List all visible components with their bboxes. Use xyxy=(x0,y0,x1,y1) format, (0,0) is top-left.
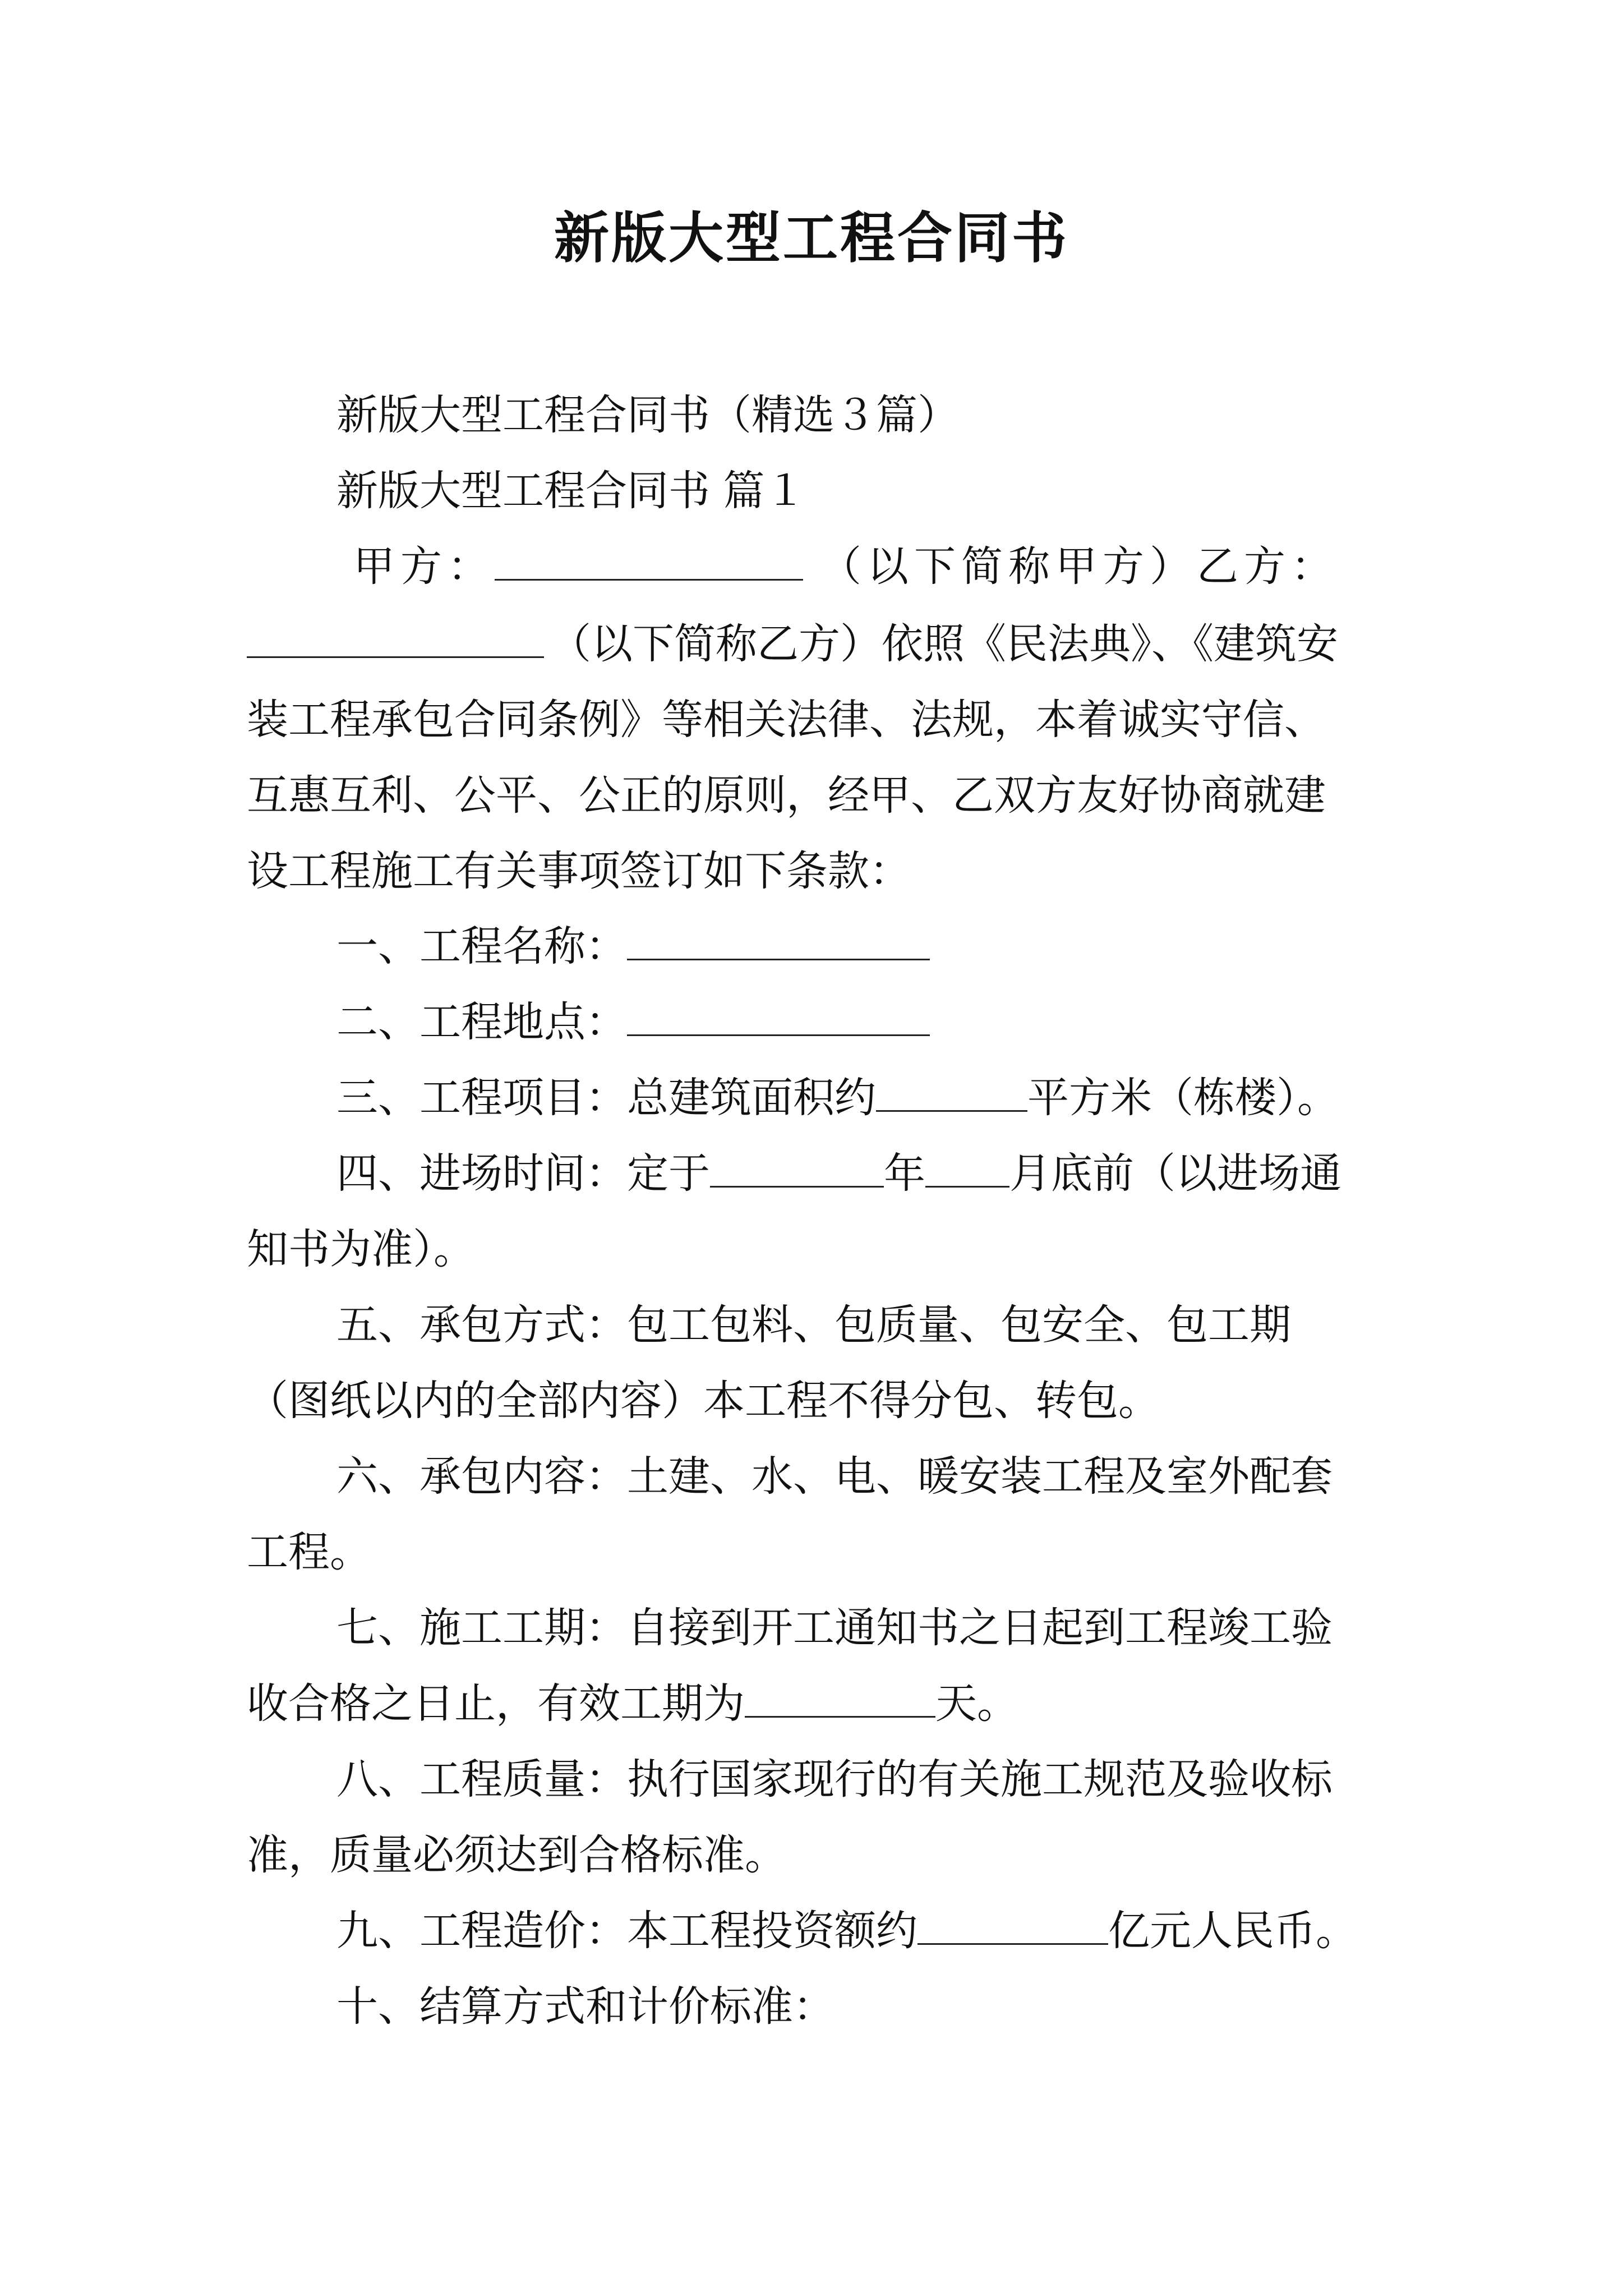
intro-line-2 xyxy=(247,616,1380,672)
clause-6-line-2: 工程。 xyxy=(247,1528,371,1576)
clause-2 xyxy=(336,994,1380,1050)
clause-5: 五、承包方式：包工包料、包质量、包安全、包工期 xyxy=(336,1301,1291,1349)
intro-line-3: 装工程承包合同条例》等相关法律、法规，本着诚实守信、 xyxy=(247,696,1326,744)
year-label: 年 xyxy=(884,1149,925,1198)
party-a-blank xyxy=(495,541,803,581)
clause-4 xyxy=(336,1145,1380,1202)
clause-3 xyxy=(336,1070,1380,1126)
clause-4-line-2: 知书为准）。 xyxy=(247,1225,475,1273)
intro-line-5: 设工程施工有关事项签订如下条款： xyxy=(247,847,911,895)
year-blank xyxy=(710,1148,884,1188)
clause-6: 六、承包内容：土建、水、电、暖安装工程及室外配套 xyxy=(336,1452,1332,1501)
clause-9 xyxy=(336,1903,1380,1959)
party-b-label: （以下简称甲方）乙方： xyxy=(820,542,1338,591)
project-name-blank xyxy=(627,921,930,960)
clause-10: 十、结算方式和计价标准： xyxy=(336,1982,834,2031)
party-a-label: 甲方： xyxy=(353,542,495,591)
project-location-blank xyxy=(627,996,930,1036)
duration-blank xyxy=(745,1678,935,1718)
clause-1 xyxy=(336,918,1380,974)
clause-9-text: 九、工程造价：本工程投资额约 xyxy=(336,1907,917,1955)
clause-7-text: 收合格之日止，有效工期为 xyxy=(247,1680,745,1728)
party-line xyxy=(353,539,1380,595)
clause-1-text: 一、工程名称： xyxy=(336,922,627,970)
clause-4-text-end: 月底前（以进场通 xyxy=(1009,1149,1341,1198)
party-b-blank xyxy=(247,618,544,658)
section-heading: 新版大型工程合同书 篇１ xyxy=(336,467,806,515)
document-title: 新版大型工程合同书 xyxy=(554,206,1069,270)
clause-5-line-2: （图纸以内的全部内容）本工程不得分包、转包。 xyxy=(247,1377,1160,1425)
month-blank xyxy=(925,1148,1009,1188)
clause-9-text-end: 亿元人民币。 xyxy=(1108,1907,1357,1955)
clause-3-text-end: 平方米（栋楼）。 xyxy=(1027,1074,1339,1122)
subtitle: 新版大型工程合同书（精选３篇） xyxy=(336,391,959,439)
clause-7-text-end: 天。 xyxy=(935,1680,1018,1728)
clause-2-text: 二、工程地点： xyxy=(336,998,627,1046)
clause-7-line-2 xyxy=(247,1676,1380,1732)
area-blank xyxy=(876,1072,1027,1112)
intro-line-4: 互惠互利、公平、公正的原则，经甲、乙双方友好协商就建 xyxy=(247,771,1326,820)
investment-blank xyxy=(917,1905,1108,1945)
clause-3-text: 三、工程项目：总建筑面积约 xyxy=(336,1074,876,1122)
clause-4-text: 四、进场时间：定于 xyxy=(336,1149,710,1198)
clause-8: 八、工程质量：执行国家现行的有关施工规范及验收标 xyxy=(336,1755,1332,1803)
clause-8-line-2: 准，质量必须达到合格标准。 xyxy=(247,1831,786,1879)
intro-text-2: （以下简称乙方）依照《民法典》、《建筑安 xyxy=(550,620,1338,668)
clause-7: 七、施工工期：自接到开工通知书之日起到工程竣工验 xyxy=(336,1604,1332,1652)
